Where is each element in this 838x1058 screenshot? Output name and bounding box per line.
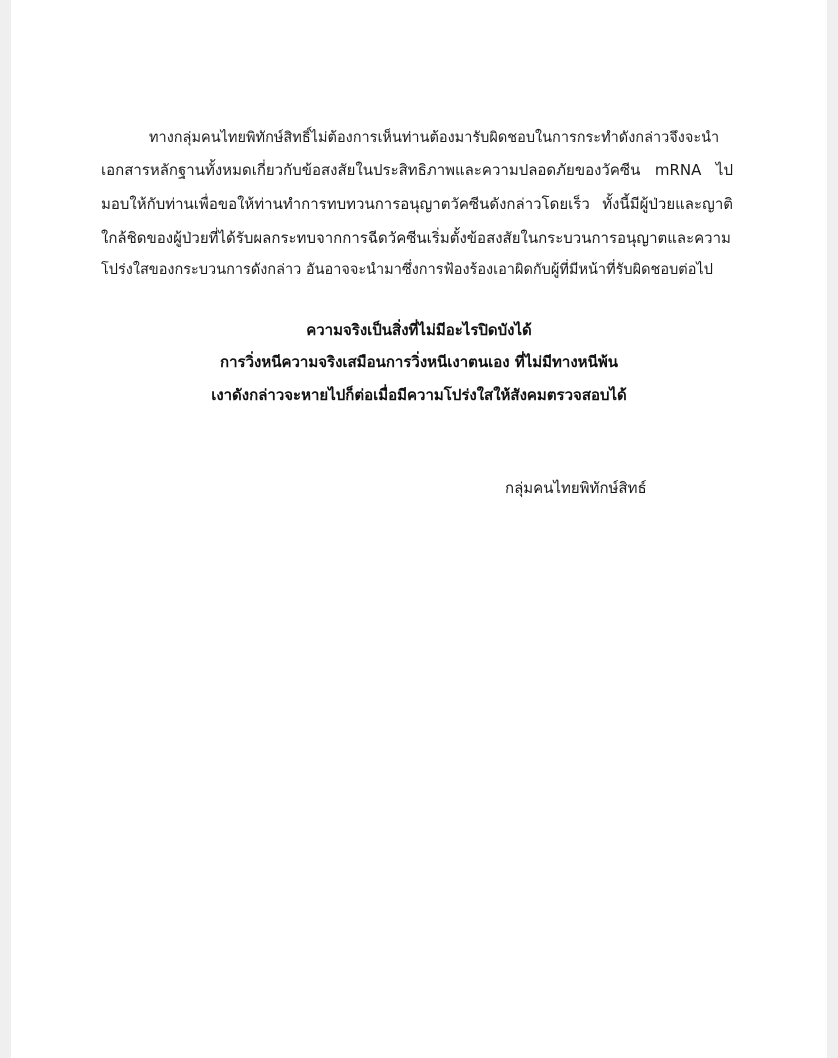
paragraph-line-1: ทางกลุ่มคนไทยพิทักษ์สิทธิ์ไม่ต้องการเห็นท่านต้องมารับผิดชอบในการกระทำดังกล่าวจึงจะนำ <box>149 130 720 146</box>
paragraph-line-3: มอบให้กับท่านเพื่อขอให้ท่านทำการทบทวนการอนุญาตวัคซีนดังกล่าวโดยเร็ว ทั้งนี้มีผู้ป่วยและญาติ <box>101 195 733 213</box>
document-page <box>11 0 827 1058</box>
signature: กลุ่มคนไทยพิทักษ์สิทธ์ <box>505 479 647 497</box>
quote-line-3: เงาดังกล่าวจะหายไปก็ต่อเมื่อมีความโปร่งใสให้สังคมตรวจสอบได้ <box>211 386 627 404</box>
paragraph-line-2: เอกสารหลักฐานทั้งหมดเกี่ยวกับข้อสงสัยในประสิทธิภาพและความปลอดภัยของวัคซีน mRNA ไป <box>101 161 733 179</box>
paragraph-line-4: ใกล้ชิดของผู้ป่วยที่ได้รับผลกระทบจากการฉีดวัคซีนเริ่มตั้งข้อสงสัยในกระบวนการอนุญาตและความ <box>101 229 731 247</box>
paragraph-line-5: โปร่งใสของกระบวนการดังกล่าว อันอาจจะนำมาซึ่งการฟ้องร้องเอาผิดกับผู้ที่มีหน้าที่รับผิดชอบต่อไป <box>101 262 713 278</box>
quote-line-1: ความจริงเป็นสิ่งที่ไม่มีอะไรปิดบังได้ <box>306 321 532 339</box>
quote-line-2: การวิ่งหนีความจริงเสมือนการวิ่งหนีเงาตนเอง ที่ไม่มีทางหนีพ้น <box>220 353 618 371</box>
